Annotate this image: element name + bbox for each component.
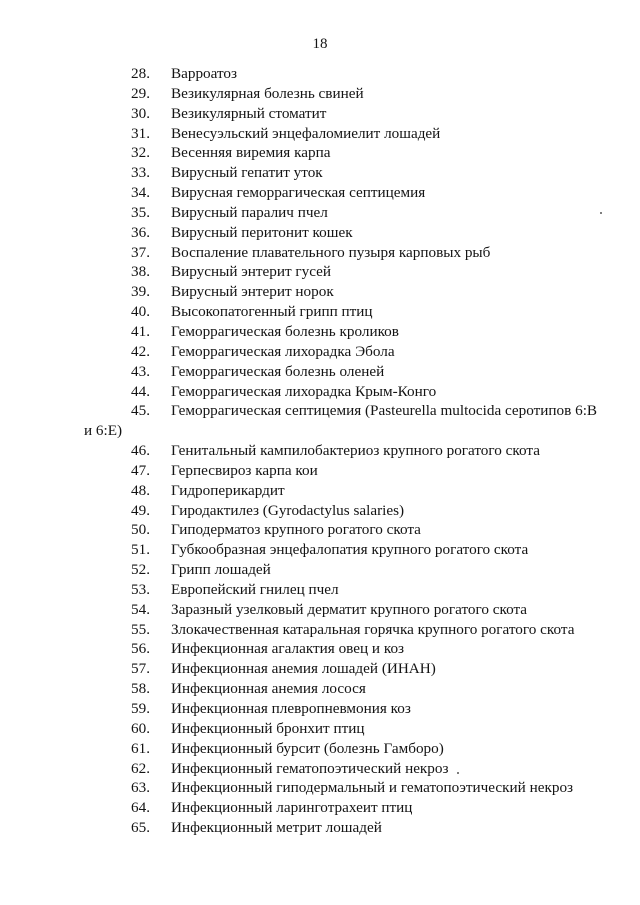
list-item-number: 50. [131, 521, 150, 539]
list-item-number: 41. [131, 322, 150, 340]
list-item [0, 342, 640, 362]
list-item-text: Инфекционный ларинготрахеит птиц [171, 799, 413, 817]
list-item-text: Инфекционная плевропневмония коз [171, 700, 411, 717]
list-item [0, 461, 640, 481]
list-item [0, 679, 640, 699]
list-item-number: 55. [131, 620, 150, 638]
list-item-text: Геморрагическая болезнь оленей [171, 362, 385, 380]
list-item-text: Вирусный перитонит кошек [171, 223, 353, 241]
list-item-number: 65. [131, 819, 150, 837]
list-item-text: Геморрагическая лихорадка Крым-Конго [171, 382, 437, 400]
list-item-number: 48. [131, 481, 150, 499]
list-item-number: 46. [131, 442, 150, 460]
list-item [0, 560, 640, 580]
list-item-text: Губкообразная энцефалопатия крупного рогатого скота [171, 541, 529, 559]
list-item-number: 31. [131, 124, 150, 142]
list-item-number: 63. [131, 779, 150, 797]
list-item [0, 540, 640, 560]
list-item [0, 719, 640, 739]
list-item [0, 401, 640, 421]
list-item [0, 183, 640, 203]
list-item-number: 61. [131, 739, 150, 757]
list-item [0, 382, 640, 402]
list-item [0, 580, 640, 600]
list-item-text: Везикулярная болезнь свиней [171, 84, 364, 102]
list-item-number: 44. [131, 382, 150, 400]
list-item-text: Геморрагическая болезнь кроликов [171, 322, 399, 340]
list-item-number: 56. [131, 640, 150, 658]
list-item-continuation: и 6:E) [84, 422, 123, 440]
list-item-number: 47. [131, 461, 150, 479]
list-item-number: 58. [131, 680, 150, 698]
list-item-number: 54. [131, 600, 150, 618]
list-item-number: 62. [131, 759, 150, 777]
list-item-number: 32. [131, 144, 150, 162]
scan-speck [457, 772, 459, 774]
list-item-text: Везикулярный стоматит [171, 104, 327, 122]
list-item-text: Инфекционная анемия лосося [171, 680, 366, 698]
list-item-number: 52. [131, 561, 150, 579]
list-item [0, 699, 640, 719]
list-item-text: Вирусный паралич пчел [171, 203, 328, 221]
list-item [0, 223, 640, 243]
list-item-text: Геморрагическая септицемия (Pasteurella multocida серотипов 6:B [171, 402, 598, 420]
list-item [0, 441, 640, 461]
list-item-number: 53. [131, 580, 150, 598]
list-item-text: Заразный узелковый дерматит крупного рогатого скота [171, 600, 528, 618]
list-item-text: Инфекционная агалактия овец и коз [171, 640, 405, 658]
list-item-text: Воспаление плавательного пузыря карповых рыб [171, 243, 491, 261]
list-item-number: 33. [131, 164, 150, 182]
list-item-text: Инфекционный бурсит (болезнь Гамборо) [171, 739, 444, 757]
list-item-number: 59. [131, 700, 150, 717]
list-item-text: Венесуэльский энцефаломиелит лошадей [171, 124, 441, 142]
list-item-text: Инфекционный метрит лошадей [171, 819, 382, 837]
list-item-text: Инфекционный гиподермальный и гематопоэтический некроз [171, 779, 574, 797]
list-item-text: Инфекционный гематопоэтический некроз [171, 759, 449, 777]
list-item-number: 45. [131, 402, 150, 420]
list-item [0, 302, 640, 322]
list-item-number: 49. [131, 501, 150, 519]
list-item-text: Грипп лошадей [171, 561, 271, 579]
list-item [0, 778, 640, 798]
list-item-number: 60. [131, 719, 150, 737]
list-item-number: 34. [131, 184, 150, 202]
page-number: 18 [312, 36, 328, 52]
list-item-number: 43. [131, 362, 150, 380]
list-item-text: Вирусный энтерит норок [171, 283, 334, 301]
list-item [0, 322, 640, 342]
list-item-text: Гидроперикардит [171, 481, 285, 499]
list-item [0, 262, 640, 282]
list-item [0, 84, 640, 104]
list-item [0, 481, 640, 501]
scan-speck [600, 212, 602, 214]
list-item-text: Инфекционный бронхит птиц [171, 719, 365, 737]
list-item [0, 203, 640, 223]
list-item [0, 818, 640, 838]
list-item [0, 243, 640, 263]
list-item [0, 798, 640, 818]
list-item [0, 104, 640, 124]
list-item-text: Варроатоз [171, 65, 238, 82]
list-item-text: Вирусный гепатит уток [171, 164, 323, 182]
list-item-number: 57. [131, 660, 150, 678]
list-item [0, 362, 640, 382]
list-item-number: 36. [131, 223, 150, 241]
list-item-number: 38. [131, 263, 150, 281]
list-item-number: 30. [131, 104, 150, 122]
list-item-number: 40. [131, 303, 150, 321]
list-item [0, 739, 640, 759]
list-item-text: Весенняя виремия карпа [171, 144, 331, 162]
list-item-number: 35. [131, 203, 150, 221]
list-item-text: Европейский гнилец пчел [171, 580, 339, 598]
list-item-number: 51. [131, 541, 150, 559]
list-item [0, 620, 640, 640]
list-item-text: Генитальный кампилобактериоз крупного рогатого скота [171, 442, 540, 460]
list-item [0, 520, 640, 540]
list-item [0, 163, 640, 183]
list-item-text: Гиподерматоз крупного рогатого скота [171, 521, 421, 539]
list-item [0, 659, 640, 679]
list-item-number: 29. [131, 84, 150, 102]
list-item-number: 28. [131, 65, 150, 82]
list-item [0, 124, 640, 144]
list-item-number: 64. [131, 799, 150, 817]
list-item [0, 639, 640, 659]
list-item-text: Вирусная геморрагическая септицемия [171, 184, 426, 202]
list-item [0, 759, 640, 779]
list-item-text: Герпесвироз карпа кои [171, 461, 318, 479]
list-item [0, 64, 640, 84]
disease-list [0, 64, 640, 838]
list-item [0, 282, 640, 302]
list-item [0, 501, 640, 521]
list-item-text: Злокачественная катаральная горячка крупного рогатого скота [171, 620, 575, 638]
list-item-text: Гиродактилез (Gyrodactylus salaries) [171, 501, 405, 519]
list-item-text: Вирусный энтерит гусей [171, 263, 332, 281]
list-item [0, 143, 640, 163]
list-item-text: Высокопатогенный грипп птиц [171, 303, 373, 321]
list-item [0, 600, 640, 620]
list-item-number: 37. [131, 243, 150, 261]
list-item-text: Инфекционная анемия лошадей (ИНАН) [171, 660, 436, 678]
list-item-number: 39. [131, 283, 150, 301]
list-item-number: 42. [131, 342, 150, 360]
list-item-text: Геморрагическая лихорадка Эбола [171, 342, 395, 360]
